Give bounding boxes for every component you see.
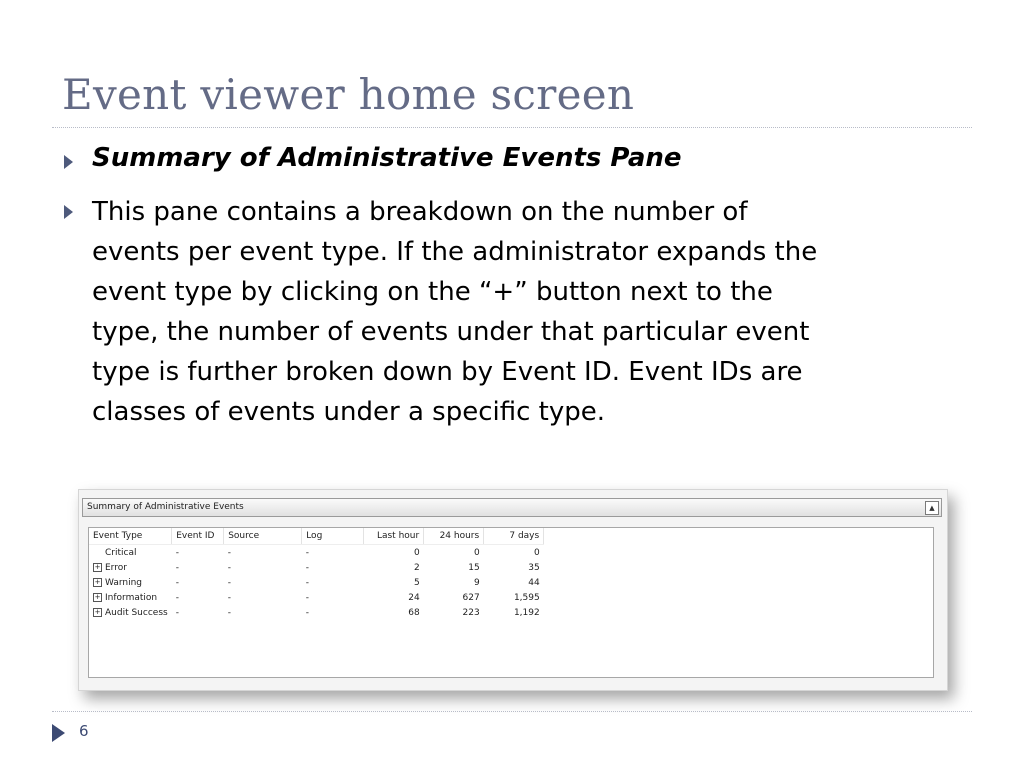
cell-source: - <box>227 547 231 558</box>
bullet-body <box>92 192 972 432</box>
bullet-body-line: This pane contains a breakdown on the number of <box>92 197 748 227</box>
cell-log: - <box>305 562 309 573</box>
cell-log: - <box>305 592 309 603</box>
column-header[interactable]: Log <box>302 528 364 545</box>
panel-title: Summary of Administrative Events <box>87 502 244 512</box>
slide-title: Event viewer home screen <box>62 70 635 119</box>
cell-last-hour: 68 <box>408 607 420 618</box>
expand-icon[interactable]: + <box>94 562 101 571</box>
bullet-heading: Summary of Administrative Events Pane <box>92 143 682 173</box>
cell-h24: 0 <box>473 547 480 558</box>
event-type-label: Information <box>105 592 158 603</box>
cell-source: - <box>227 592 231 603</box>
expand-icon[interactable]: + <box>94 607 101 616</box>
column-header[interactable]: Last hour <box>364 528 424 545</box>
table-row[interactable] <box>89 590 544 605</box>
column-header[interactable]: Event ID <box>172 528 224 545</box>
cell-source: - <box>227 562 231 573</box>
cell-d7: 1,192 <box>513 607 540 618</box>
event-summary-table <box>89 528 544 620</box>
bullet-body-line: events per event type. If the administrator expands the <box>92 237 818 267</box>
cell-event-id: - <box>175 607 179 618</box>
cell-log: - <box>305 547 309 558</box>
cell-h24: 9 <box>473 577 480 588</box>
column-header[interactable]: Source <box>224 528 302 545</box>
collapse-button[interactable]: ▲ <box>925 501 939 515</box>
page-arrow-icon <box>52 724 65 742</box>
table-row[interactable] <box>89 575 544 590</box>
bullet-body-line: type is further broken down by Event ID. Event IDs are <box>92 357 803 387</box>
event-summary-screenshot <box>78 489 948 691</box>
bullet-body-line: type, the number of events under that particular event <box>92 317 810 347</box>
cell-h24: 15 <box>468 562 480 573</box>
cell-event-id: - <box>175 547 179 558</box>
cell-d7: 0 <box>533 547 540 558</box>
cell-event-id: - <box>175 562 179 573</box>
table-row[interactable] <box>89 605 544 620</box>
cell-log: - <box>305 607 309 618</box>
column-header[interactable]: 24 hours <box>424 528 484 545</box>
event-type-cell <box>89 560 172 575</box>
cell-log: - <box>305 577 309 588</box>
cell-last-hour: 2 <box>413 562 420 573</box>
cell-h24: 223 <box>462 607 480 618</box>
event-type-label: Warning <box>105 577 143 588</box>
cell-h24: 627 <box>462 592 480 603</box>
page-number: 6 <box>79 722 89 740</box>
table-row[interactable] <box>89 545 544 561</box>
table-header-row <box>89 528 544 545</box>
cell-source: - <box>227 607 231 618</box>
bullet-body-line: classes of events under a specific type. <box>92 397 605 427</box>
cell-d7: 1,595 <box>513 592 540 603</box>
event-type-cell <box>89 575 172 590</box>
event-type-cell <box>89 590 172 605</box>
cell-last-hour: 0 <box>413 547 420 558</box>
event-type-cell <box>89 605 172 620</box>
event-type-cell <box>89 545 172 561</box>
column-header[interactable]: 7 days <box>484 528 544 545</box>
cell-last-hour: 24 <box>408 592 420 603</box>
cell-d7: 35 <box>528 562 540 573</box>
bullet-arrow-icon <box>64 205 73 219</box>
title-divider <box>52 127 972 128</box>
cell-event-id: - <box>175 592 179 603</box>
table-row[interactable] <box>89 560 544 575</box>
bullet-body-line: event type by clicking on the “+” button next to the <box>92 277 773 307</box>
event-type-label: Error <box>105 562 127 573</box>
expand-icon[interactable]: + <box>94 592 101 601</box>
footer-divider <box>52 711 972 712</box>
column-header[interactable]: Event Type <box>89 528 172 545</box>
bullet-arrow-icon <box>64 155 73 169</box>
event-summary-grid <box>88 527 934 678</box>
cell-last-hour: 5 <box>413 577 420 588</box>
cell-event-id: - <box>175 577 179 588</box>
cell-source: - <box>227 577 231 588</box>
panel-header <box>82 498 942 517</box>
expand-icon[interactable]: + <box>94 577 101 586</box>
event-type-label: Audit Success <box>105 607 168 618</box>
event-type-label: Critical <box>105 547 137 558</box>
cell-d7: 44 <box>528 577 540 588</box>
